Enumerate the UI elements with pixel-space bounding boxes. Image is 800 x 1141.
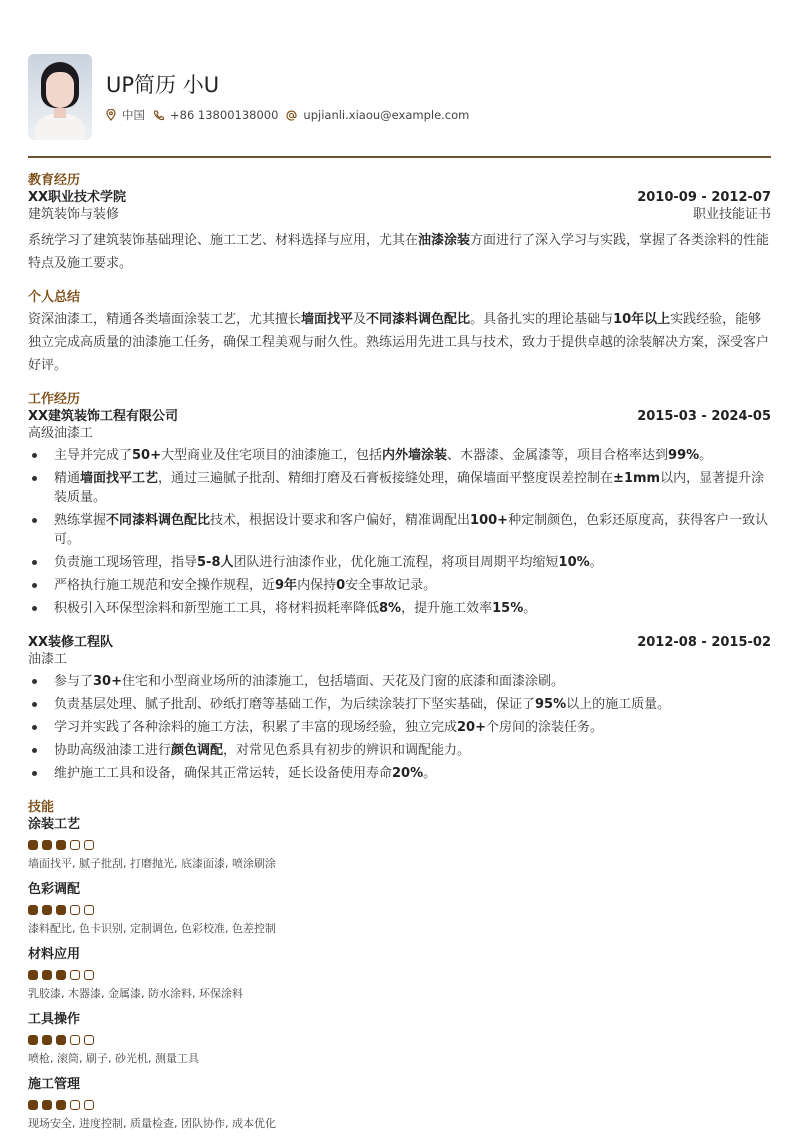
skill-item	[28, 946, 771, 1001]
bullet-item: 负责基层处理、腻子批刮、砂纸打磨等基础工作，为后续涂装打下坚实基础，保证了95%以上的施工质量。	[28, 695, 771, 714]
rating-dot-empty	[70, 1035, 80, 1045]
contact-email	[286, 108, 469, 122]
rating-dot-filled	[56, 1035, 66, 1045]
bullet-item: 主导并完成了50+大型商业及住宅项目的油漆施工，包括内外墙涂装、木器漆、金属漆等，项目合格率达到99%。	[28, 446, 771, 465]
skill-item	[28, 881, 771, 936]
skill-item	[28, 1011, 771, 1066]
skill-rating	[28, 1035, 771, 1045]
bullet-item: 学习并实践了各种涂料的施工方法，积累了丰富的现场经验，独立完成20+个房间的涂装任务。	[28, 718, 771, 737]
skill-keywords: 墙面找平, 腻子批刮, 打磨抛光, 底漆面漆, 喷涂刷涂	[28, 857, 276, 870]
rating-dot-filled	[42, 970, 52, 980]
skill-rating	[28, 970, 771, 980]
rating-dot-empty	[70, 905, 80, 915]
job-role: 高级油漆工	[28, 426, 94, 441]
bullet-item: 参与了30+住宅和小型商业场所的油漆施工，包括墙面、天花及门窗的底漆和面漆涂刷。	[28, 672, 771, 691]
rating-dot-filled	[42, 905, 52, 915]
section-title-skills: 技能	[28, 800, 55, 815]
job-entry	[28, 408, 771, 618]
rating-dot-filled	[56, 1100, 66, 1110]
skill-name: 涂装工艺	[28, 817, 81, 832]
summary-section	[28, 289, 771, 377]
header-info	[106, 71, 477, 123]
bullet-item: 协助高级油漆工进行颜色调配，对常见色系具有初步的辨识和调配能力。	[28, 741, 771, 760]
skill-rating	[28, 840, 771, 850]
section-title-education: 教育经历	[28, 173, 81, 188]
skill-rating	[28, 1100, 771, 1110]
rating-dot-empty	[84, 1035, 94, 1045]
rating-dot-filled	[56, 970, 66, 980]
rating-dot-empty	[70, 970, 80, 980]
rating-dot-filled	[42, 1100, 52, 1110]
bullet-item: 积极引入环保型涂料和新型施工工具，将材料损耗率降低8%，提升施工效率15%。	[28, 599, 771, 618]
resume-content	[28, 172, 771, 1141]
skill-item	[28, 1076, 771, 1131]
rating-dot-filled	[28, 840, 38, 850]
skill-name: 施工管理	[28, 1077, 81, 1092]
at-sign-icon	[286, 110, 297, 121]
company-name: XX装修工程队	[28, 635, 114, 650]
job-role: 油漆工	[28, 652, 68, 667]
rating-dot-filled	[42, 840, 52, 850]
profile-photo	[28, 54, 92, 140]
phone-icon	[153, 110, 164, 121]
rating-dot-filled	[42, 1035, 52, 1045]
degree: 职业技能证书	[692, 207, 771, 222]
location-pin-icon	[106, 109, 116, 121]
email-text: upjianli.xiaou@example.com	[303, 108, 470, 122]
rating-dot-empty	[70, 1100, 80, 1110]
rating-dot-filled	[56, 905, 66, 915]
skills-section	[28, 799, 771, 1131]
job-bullets	[28, 446, 771, 618]
contact-phone	[153, 108, 278, 122]
section-title-summary: 个人总结	[28, 290, 81, 305]
rating-dot-empty	[84, 970, 94, 980]
header-divider	[28, 156, 771, 158]
education-description: 系统学习了建筑装饰基础理论、施工工艺、材料选择与应用，尤其在油漆涂装方面进行了深入学习与实践，掌握了各类涂料的性能特点及施工要求。	[28, 233, 770, 271]
rating-dot-empty	[70, 840, 80, 850]
education-section	[28, 172, 771, 275]
rating-dot-filled	[56, 840, 66, 850]
education-date: 2010-09 - 2012-07	[637, 190, 771, 205]
work-section	[28, 391, 771, 783]
rating-dot-empty	[84, 905, 94, 915]
skill-name: 材料应用	[28, 947, 81, 962]
skill-keywords: 现场安全, 进度控制, 质量检查, 团队协作, 成本优化	[28, 1117, 276, 1130]
contact-row	[106, 107, 477, 123]
rating-dot-empty	[84, 840, 94, 850]
rating-dot-filled	[28, 905, 38, 915]
skill-keywords: 乳胶漆, 木器漆, 金属漆, 防水涂料, 环保涂料	[28, 987, 243, 1000]
rating-dot-empty	[84, 1100, 94, 1110]
job-bullets	[28, 672, 771, 783]
major: 建筑装饰与装修	[28, 207, 120, 222]
job-entry	[28, 634, 771, 783]
summary-text: 资深油漆工，精通各类墙面涂装工艺，尤其擅长墙面找平及不同漆料调色配比。具备扎实的理论基础与10年以上实践经验，能够独立完成高质量的油漆施工任务，确保工程美观与耐久性。熟练运用先进工具与技术，致力于提供卓越的涂装解决方案，深受客户好评。	[28, 312, 770, 373]
rating-dot-filled	[28, 970, 38, 980]
skill-rating	[28, 905, 771, 915]
phone-text: +86 13800138000	[170, 108, 279, 122]
contact-location	[106, 107, 145, 123]
rating-dot-filled	[28, 1100, 38, 1110]
rating-dot-filled	[28, 1035, 38, 1045]
candidate-name: UP简历 小U	[106, 73, 220, 97]
section-title-work: 工作经历	[28, 392, 81, 407]
skill-name: 色彩调配	[28, 882, 81, 897]
bullet-item: 严格执行施工规范和安全操作规程，近9年内保持0安全事故记录。	[28, 576, 771, 595]
skill-keywords: 漆料配比, 色卡识别, 定制调色, 色彩校准, 色差控制	[28, 922, 276, 935]
location-text: 中国	[122, 108, 145, 122]
bullet-item: 维护施工工具和设备，确保其正常运转，延长设备使用寿命20%。	[28, 764, 771, 783]
job-date: 2015-03 - 2024-05	[637, 409, 771, 424]
bullet-item: 精通墙面找平工艺，通过三遍腻子批刮、精细打磨及石膏板接缝处理，确保墙面平整度误差控制在±1mm以内，显著提升涂装质量。	[28, 469, 771, 507]
company-name: XX建筑装饰工程有限公司	[28, 409, 179, 424]
skill-keywords: 喷枪, 滚筒, 刷子, 砂光机, 测量工具	[28, 1052, 199, 1065]
bullet-item: 熟练掌握不同漆料调色配比技术，根据设计要求和客户偏好，精准调配出100+种定制颜色，色彩还原度高，获得客户一致认可。	[28, 511, 771, 549]
skill-item	[28, 816, 771, 871]
bullet-item: 负责施工现场管理，指导5-8人团队进行油漆作业，优化施工流程，将项目周期平均缩短10%。	[28, 553, 771, 572]
resume-header	[28, 54, 477, 140]
job-date: 2012-08 - 2015-02	[637, 635, 771, 650]
school-name: XX职业技术学院	[28, 190, 127, 205]
skill-name: 工具操作	[28, 1012, 81, 1027]
